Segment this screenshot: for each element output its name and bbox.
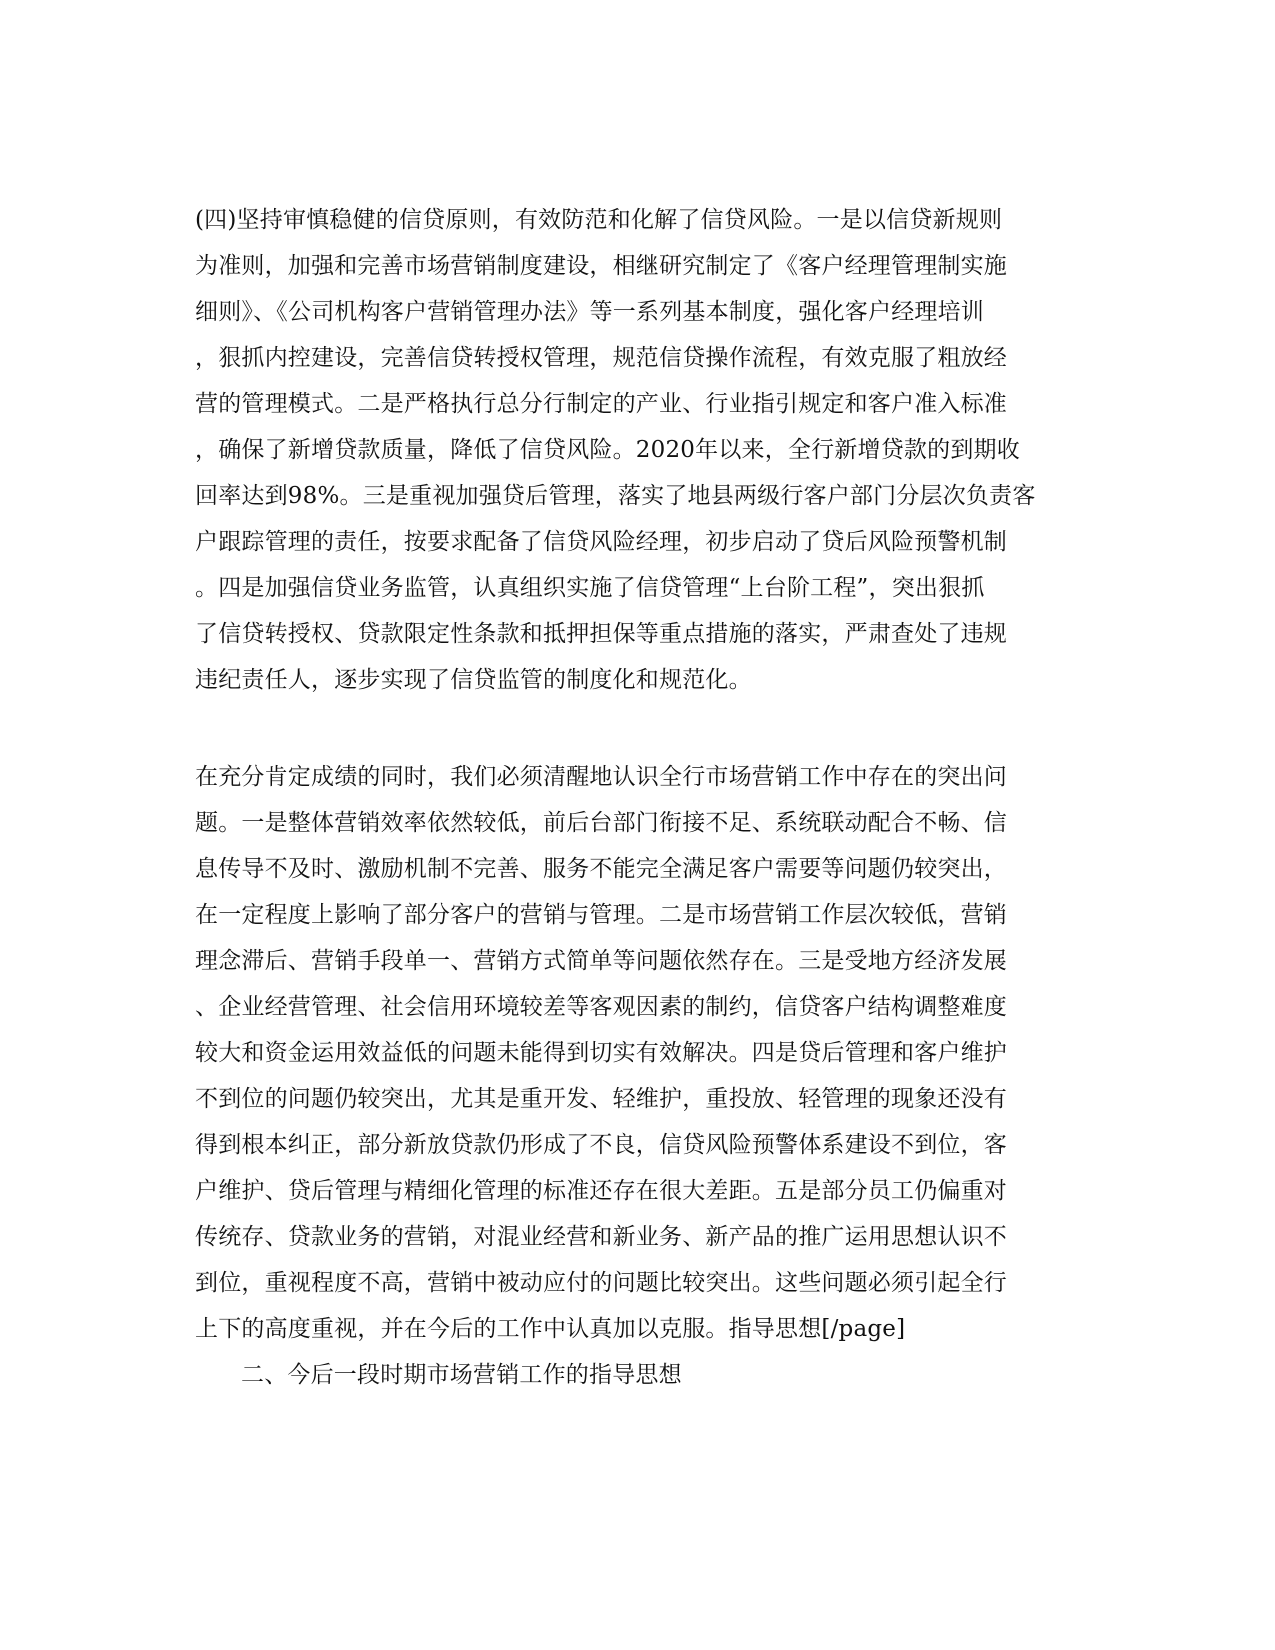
paragraph-2-line: 到位，重视程度不高，营销中被动应付的问题比较突出。这些问题必须引起全行 — [195, 1270, 1007, 1296]
paragraph-1-line: 。四是加强信贷业务监管，认真组织实施了信贷管理“上台阶工程”，突出狠抓 — [195, 575, 985, 601]
paragraph-1-line: 户跟踪管理的责任，按要求配备了信贷风险经理，初步启动了贷后风险预警机制 — [195, 529, 1007, 555]
paragraph-1-line: ，狠抓内控建设，完善信贷转授权管理，规范信贷操作流程，有效克服了粗放经 — [195, 345, 1007, 371]
paragraph-2-line: 息传导不及时、激励机制不完善、服务不能完全满足客户需要等问题仍较突出， — [195, 856, 1007, 882]
paragraph-2-line: 在一定程度上影响了部分客户的营销与管理。二是市场营销工作层次较低，营销 — [195, 902, 1007, 928]
paragraph-1-line: 违纪责任人，逐步实现了信贷监管的制度化和规范化。 — [195, 667, 752, 693]
paragraph-2-line: 得到根本纠正，部分新放贷款仍形成了不良，信贷风险预警体系建设不到位，客 — [195, 1132, 1007, 1158]
paragraph-1-line: ，确保了新增贷款质量，降低了信贷风险。2020年以来，全行新增贷款的到期收 — [195, 437, 1020, 463]
paragraph-1-line: (四)坚持审慎稳健的信贷原则，有效防范和化解了信贷风险。一是以信贷新规则 — [195, 207, 1003, 233]
paragraph-2-line: 题。一是整体营销效率依然较低，前后台部门衔接不足、系统联动配合不畅、信 — [195, 810, 1007, 836]
paragraph-2-line: 传统存、贷款业务的营销，对混业经营和新业务、新产品的推广运用思想认识不 — [195, 1224, 1007, 1250]
paragraph-1-line: 营的管理模式。二是严格执行总分行制定的产业、行业指引规定和客户准入标准 — [195, 391, 1007, 417]
paragraph-2-line: 户维护、贷后管理与精细化管理的标准还存在很大差距。五是部分员工仍偏重对 — [195, 1178, 1007, 1204]
paragraph-2-line: 不到位的问题仍较突出，尤其是重开发、轻维护，重投放、轻管理的现象还没有 — [195, 1086, 1007, 1112]
paragraph-2-line: 、企业经营管理、社会信用环境较差等客观因素的制约，信贷客户结构调整难度 — [195, 994, 1007, 1020]
paragraph-2-line: 较大和资金运用效益低的问题未能得到切实有效解决。四是贷后管理和客户维护 — [195, 1040, 1007, 1066]
paragraph-2-line: 理念滞后、营销手段单一、营销方式简单等问题依然存在。三是受地方经济发展 — [195, 948, 1007, 974]
paragraph-2-line: 上下的高度重视，并在今后的工作中认真加以克服。指导思想[/page] — [195, 1316, 906, 1342]
paragraph-1-line: 为准则，加强和完善市场营销制度建设，相继研究制定了《客户经理管理制实施 — [195, 253, 1007, 279]
paragraph-1-line: 细则》、《公司机构客户营销管理办法》等一系列基本制度，强化客户经理培训 — [195, 299, 984, 325]
section-heading: 二、今后一段时期市场营销工作的指导思想 — [241, 1362, 682, 1388]
paragraph-2-line: 在充分肯定成绩的同时，我们必须清醒地认识全行市场营销工作中存在的突出问 — [195, 764, 1007, 790]
paragraph-1-line: 回率达到98%。三是重视加强贷后管理，落实了地县两级行客户部门分层次负责客 — [195, 483, 1036, 509]
paragraph-1-line: 了信贷转授权、贷款限定性条款和抵押担保等重点措施的落实，严肃查处了违规 — [195, 621, 1007, 647]
